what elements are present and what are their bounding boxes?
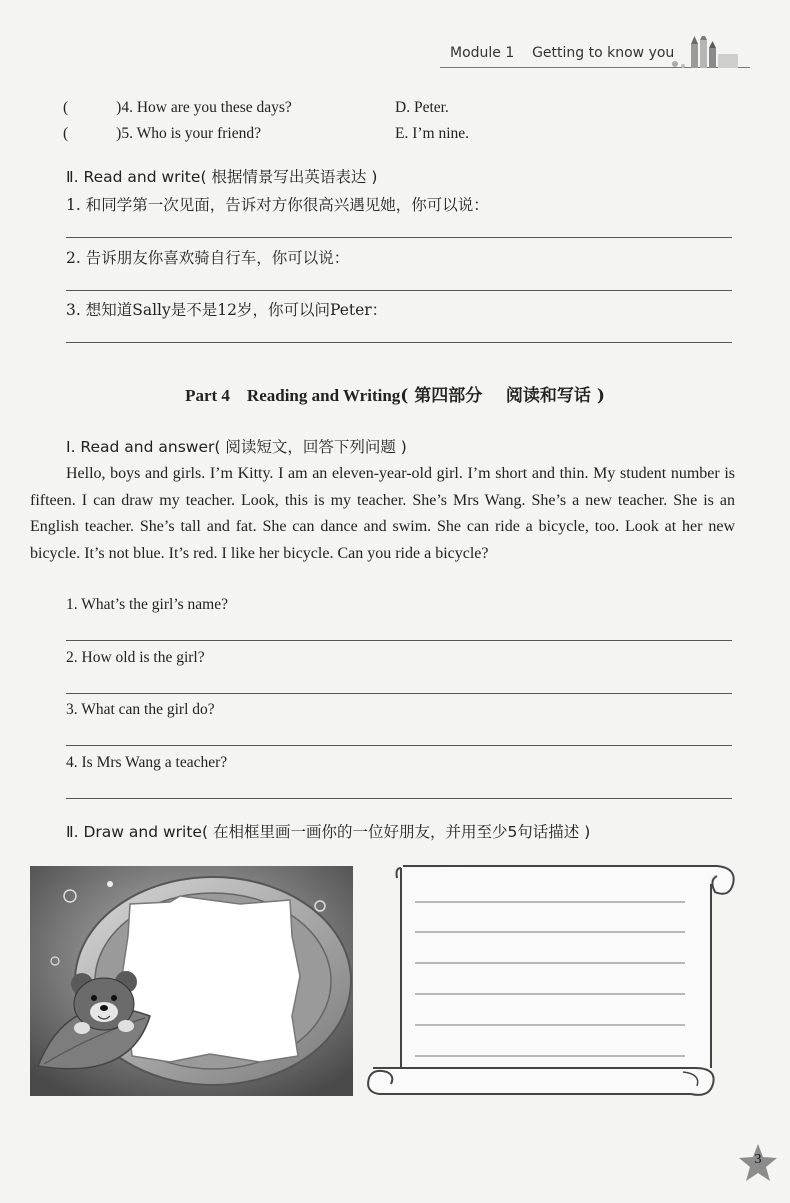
section-subtitle: ( 在相框里画一画你的一位好朋友，并用至少5句话描述 )	[201, 823, 591, 841]
section-heading	[66, 435, 407, 457]
section-heading	[66, 820, 590, 842]
section-heading	[66, 165, 377, 187]
answer-line[interactable]	[66, 237, 732, 238]
answer-line[interactable]	[66, 693, 732, 694]
section-numeral: Ⅱ	[66, 168, 74, 186]
section-subtitle: ( 根据情景写出英语表达 )	[200, 168, 378, 186]
section-title: . Read and write	[73, 168, 201, 186]
matching-row	[63, 125, 261, 143]
section-numeral: Ⅰ	[66, 438, 71, 456]
pencils-decoration-icon	[665, 36, 755, 70]
prompt-text: 3. 想知道Sally是不是12岁，你可以问Peter：	[66, 301, 388, 319]
part-title-en: Part 4 Reading and Writing	[185, 386, 401, 405]
answer-line[interactable]	[66, 745, 732, 746]
part-title-cn: ( 第四部分 阅读和写话 )	[400, 386, 605, 406]
prompt-text: 2. 告诉朋友你喜欢骑自行车，你可以说：	[66, 249, 350, 267]
matching-answer: E. I’m nine.	[395, 125, 470, 142]
prompt-text: 1. 和同学第一次见面，告诉对方你很高兴遇见她，你可以说：	[66, 196, 489, 214]
question-text: 3. What can the girl do?	[66, 701, 215, 718]
question-text: 5. Who is your friend?	[121, 125, 261, 142]
answer-line[interactable]	[66, 640, 732, 641]
page-number: 3	[754, 1152, 762, 1167]
question-text: 2. How old is the girl?	[66, 649, 205, 666]
answer-line[interactable]	[66, 342, 732, 343]
answer-line[interactable]	[66, 798, 732, 799]
section-title: . Draw and write	[73, 823, 202, 841]
question-text: 4. Is Mrs Wang a teacher?	[66, 754, 228, 771]
section-numeral: Ⅱ	[66, 823, 74, 841]
answer-bracket-close: )	[116, 125, 122, 142]
answer-line[interactable]	[66, 290, 732, 291]
question-text: 1. What’s the girl’s name?	[66, 596, 228, 613]
running-header	[450, 45, 674, 61]
reading-passage	[30, 461, 735, 567]
matching-answer: D. Peter.	[395, 99, 449, 116]
passage-text: Hello, boys and girls. I’m Kitty. I am an eleven-year-old girl. I’m short and thin. My student number is fifteen. I can draw my teacher. Look, this is my teacher. She’s Mrs Wang. She’s a new teacher. She is an English teacher. She’s tall and fat. She can dance and swim. She can ride a bicycle, too. Look at her new bicycle. It’s not blue. It’s red. I like her bicycle. Can you ride a bicycle?	[30, 465, 735, 562]
question-text: 4. How are you these days?	[121, 99, 292, 116]
module-label: Module 1	[450, 45, 515, 61]
module-title: Getting to know you	[532, 45, 675, 61]
part-title	[0, 381, 790, 406]
answer-bracket-close: )	[116, 99, 122, 116]
picture-frame[interactable]	[30, 866, 353, 1096]
answer-bracket-open: (	[63, 125, 69, 142]
writing-scroll[interactable]	[365, 862, 740, 1102]
section-title: . Read and answer	[70, 438, 215, 456]
matching-row	[63, 99, 292, 117]
section-subtitle: ( 阅读短文，回答下列问题 )	[214, 438, 407, 456]
answer-bracket-open: (	[63, 99, 69, 116]
